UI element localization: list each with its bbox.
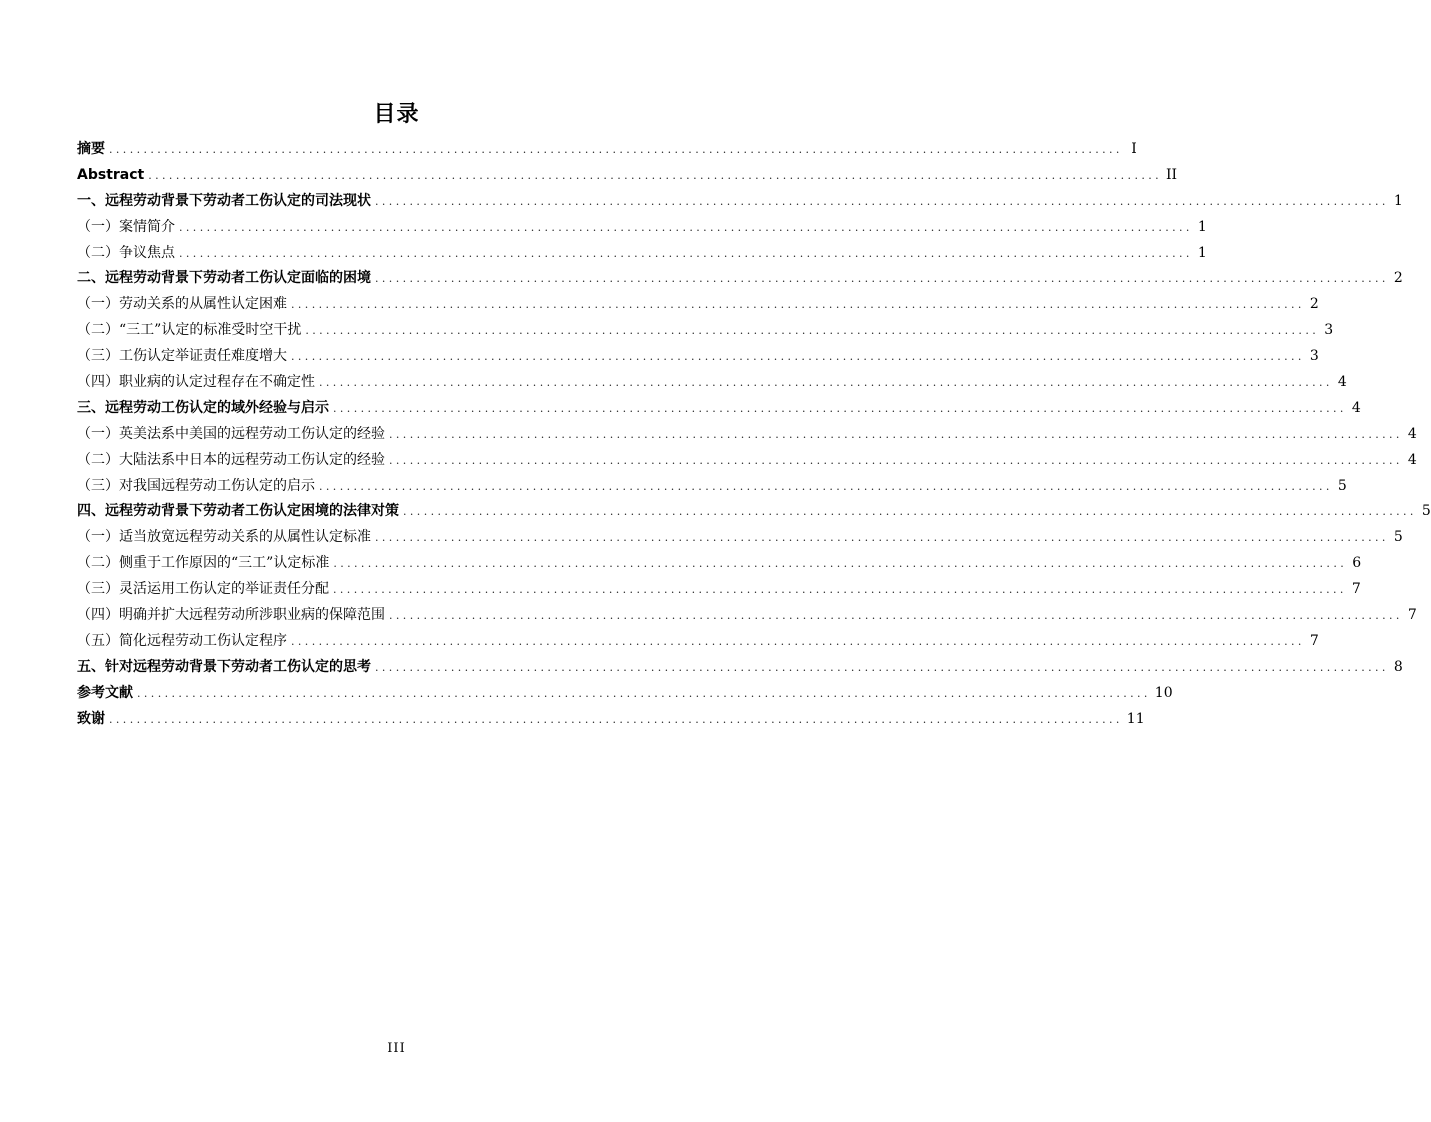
toc-entry-page: 3 bbox=[1324, 322, 1334, 339]
toc-entry[interactable] bbox=[77, 707, 1145, 733]
toc-entry-label: （一）案情简介 bbox=[77, 218, 175, 235]
toc-entry-label: （三）对我国远程劳动工伤认定的启示 bbox=[77, 477, 315, 494]
toc-entry[interactable] bbox=[77, 422, 1417, 448]
toc-entry[interactable] bbox=[77, 525, 1403, 551]
toc-entry-page: 5 bbox=[1393, 529, 1403, 546]
toc-entry[interactable] bbox=[77, 163, 1178, 189]
toc-entry-label: 四、远程劳动背景下劳动者工伤认定困境的法律对策 bbox=[77, 503, 399, 520]
toc-entry-page: 10 bbox=[1154, 684, 1173, 701]
toc-dot-leader: ................................................................................................................................................... bbox=[333, 583, 1347, 597]
toc-dot-leader: ................................................................................................................................................... bbox=[375, 272, 1389, 286]
toc-entry-page: 7 bbox=[1407, 607, 1417, 624]
toc-entry-page: 1 bbox=[1197, 244, 1207, 261]
toc-dot-leader: ................................................................................................................................................... bbox=[319, 376, 1333, 390]
toc-entry[interactable] bbox=[77, 603, 1417, 629]
toc-entry-page: 6 bbox=[1352, 555, 1362, 572]
toc-dot-leader: ................................................................................................................................................... bbox=[389, 427, 1403, 441]
toc-dot-leader: ................................................................................................................................................... bbox=[375, 660, 1389, 674]
toc-entry[interactable] bbox=[77, 577, 1361, 603]
toc-entry-label: （三）工伤认定举证责任难度增大 bbox=[77, 348, 287, 365]
toc-entry[interactable] bbox=[77, 474, 1347, 500]
toc-entry-page: 4 bbox=[1337, 374, 1347, 391]
toc-entry-page: I bbox=[1131, 141, 1137, 157]
toc-dot-leader: ................................................................................................................................................... bbox=[375, 531, 1389, 545]
toc-entry-page: 4 bbox=[1351, 399, 1361, 416]
toc-entry-label: （一）劳动关系的从属性认定困难 bbox=[77, 296, 287, 313]
page-title: 目录 bbox=[373, 102, 420, 127]
toc-dot-leader: ................................................................................................................................................... bbox=[389, 453, 1403, 467]
toc-dot-leader: ................................................................................................................................................... bbox=[333, 557, 1348, 571]
toc-dot-leader: ................................................................................................................................................... bbox=[109, 712, 1123, 726]
toc-entry-page: 3 bbox=[1309, 348, 1319, 365]
toc-entry-label: （五）简化远程劳动工伤认定程序 bbox=[77, 632, 287, 649]
toc-entry-label: （二）争议焦点 bbox=[77, 244, 175, 261]
toc-dot-leader: ................................................................................................................................................... bbox=[179, 246, 1193, 260]
toc-dot-leader: ................................................................................................................................................... bbox=[291, 298, 1305, 312]
toc-entry[interactable] bbox=[77, 241, 1207, 267]
toc-entry-label: 致谢 bbox=[77, 710, 105, 727]
toc-dot-leader: ................................................................................................................................................... bbox=[389, 609, 1403, 623]
toc-entry-label: 三、远程劳动工伤认定的域外经验与启示 bbox=[77, 399, 329, 416]
toc-dot-leader: ................................................................................................................................................... bbox=[148, 168, 1163, 182]
toc-entry-page: II bbox=[1166, 166, 1178, 183]
toc-entry-label: （一）适当放宽远程劳动关系的从属性认定标准 bbox=[77, 529, 371, 546]
toc-entry-label: （一）英美法系中美国的远程劳动工伤认定的经验 bbox=[77, 425, 385, 442]
toc-dot-leader: ................................................................................................................................................... bbox=[291, 350, 1305, 364]
toc-dot-leader: ................................................................................................................................................... bbox=[305, 324, 1320, 338]
toc-entry[interactable] bbox=[77, 215, 1207, 241]
toc-entry-page: 11 bbox=[1126, 710, 1145, 727]
page-number: III bbox=[387, 1041, 406, 1056]
toc-entry[interactable] bbox=[77, 655, 1403, 681]
toc-dot-leader: ................................................................................................................................................... bbox=[333, 401, 1347, 415]
toc-entry-page: 2 bbox=[1393, 270, 1403, 287]
toc-dot-leader: ................................................................................................................................................... bbox=[137, 686, 1151, 700]
toc-dot-leader: ................................................................................................................................................... bbox=[319, 479, 1333, 493]
toc-dot-leader: ................................................................................................................................................... bbox=[291, 634, 1305, 648]
toc-entry-page: 4 bbox=[1407, 425, 1417, 442]
toc-entry[interactable] bbox=[77, 137, 1137, 163]
toc-entry-label: （二）“三工”认定的标准受时空干扰 bbox=[77, 322, 302, 339]
toc-entry[interactable] bbox=[77, 189, 1403, 215]
toc-dot-leader: ................................................................................................................................................... bbox=[375, 194, 1389, 208]
toc-entry-label: 二、远程劳动背景下劳动者工伤认定面临的困境 bbox=[77, 270, 371, 287]
toc-entry[interactable] bbox=[77, 681, 1173, 707]
toc-entry-label: Abstract bbox=[77, 166, 145, 183]
toc-entry[interactable] bbox=[77, 370, 1347, 396]
toc-entry-label: 一、远程劳动背景下劳动者工伤认定的司法现状 bbox=[77, 192, 371, 209]
toc-entry-label: （二）大陆法系中日本的远程劳动工伤认定的经验 bbox=[77, 451, 385, 468]
toc-entry-label: （四）明确并扩大远程劳动所涉职业病的保障范围 bbox=[77, 607, 385, 624]
toc-entry-label: 参考文献 bbox=[77, 684, 133, 701]
toc-entry[interactable] bbox=[77, 318, 1334, 344]
toc-entry-label: （三）灵活运用工伤认定的举证责任分配 bbox=[77, 581, 329, 598]
toc-entry-page: 1 bbox=[1197, 218, 1207, 235]
toc-entry-page: 5 bbox=[1337, 477, 1347, 494]
toc-entry-label: （四）职业病的认定过程存在不确定性 bbox=[77, 374, 315, 391]
toc-entry[interactable] bbox=[77, 266, 1403, 292]
toc-entry[interactable] bbox=[77, 344, 1319, 370]
toc-entry[interactable] bbox=[77, 448, 1417, 474]
toc-entry-page: 7 bbox=[1309, 632, 1319, 649]
toc-dot-leader: ................................................................................................................................................... bbox=[109, 143, 1123, 156]
toc-entry-page: 1 bbox=[1393, 192, 1403, 209]
toc-entry-page: 4 bbox=[1407, 451, 1417, 468]
toc-entry[interactable] bbox=[77, 292, 1319, 318]
toc-entry[interactable] bbox=[77, 551, 1362, 577]
toc-entry-page: 5 bbox=[1421, 503, 1431, 520]
toc-entry-page: 8 bbox=[1393, 658, 1403, 675]
toc-entry-label: 摘要 bbox=[77, 141, 105, 157]
toc-entry-label: 五、针对远程劳动背景下劳动者工伤认定的思考 bbox=[77, 658, 371, 675]
toc-entry[interactable] bbox=[77, 499, 1431, 525]
toc-entry-page: 2 bbox=[1309, 296, 1319, 313]
toc-dot-leader: ................................................................................................................................................... bbox=[179, 220, 1193, 234]
toc-entry[interactable] bbox=[77, 396, 1361, 422]
toc-entry-label: （二）侧重于工作原因的“三工”认定标准 bbox=[77, 555, 330, 572]
toc-entry[interactable] bbox=[77, 629, 1319, 655]
table-of-contents bbox=[77, 137, 1431, 732]
toc-entry-page: 7 bbox=[1351, 581, 1361, 598]
toc-dot-leader: ................................................................................................................................................... bbox=[403, 505, 1417, 519]
